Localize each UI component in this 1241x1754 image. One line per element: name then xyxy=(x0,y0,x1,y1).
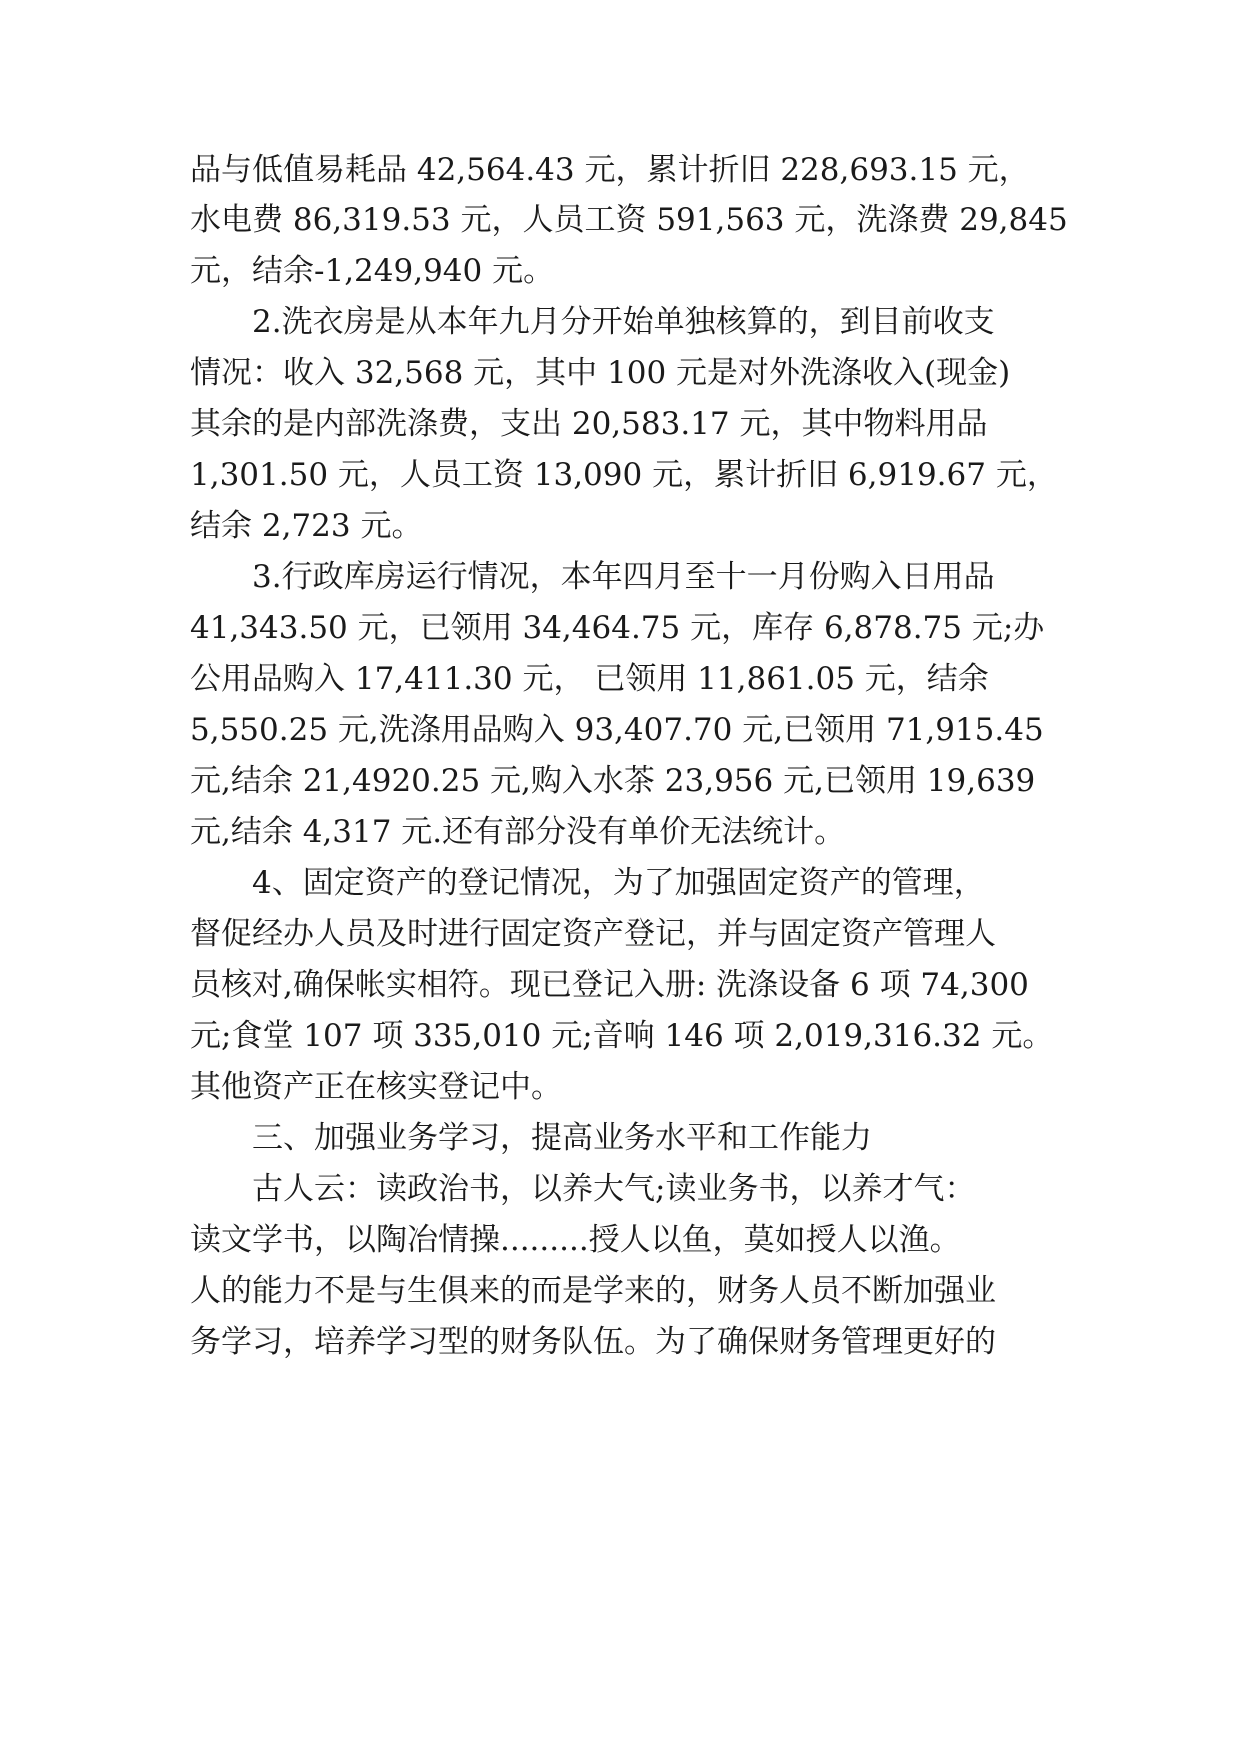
text-line: 元,结余 4,317 元.还有部分没有单价无法统计。 xyxy=(190,814,846,850)
text-line: 结余 2,723 元。 xyxy=(190,508,423,544)
text-line: 品与低值易耗品 42,564.43 元，累计折旧 228,693.15 元， xyxy=(190,152,1030,188)
text-line: 读文学书，以陶冶情操.........授人以鱼，莫如授人以渔。 xyxy=(190,1222,961,1258)
paragraph-start-line: 3.行政库房运行情况，本年四月至十一月份购入日用品 xyxy=(252,559,995,595)
paragraph-start-line: 4、固定资产的登记情况，为了加强固定资产的管理， xyxy=(252,865,985,901)
text-line: 5,550.25 元,洗涤用品购入 93,407.70 元,已领用 71,915.45 xyxy=(190,712,1044,748)
text-line: 元;食堂 107 项 335,010 元;音响 146 项 2,019,316.32 元。 xyxy=(190,1018,1054,1054)
text-line: 1,301.50 元，人员工资 13,090 元，累计折旧 6,919.67 元， xyxy=(190,457,1058,493)
paragraph-start-line: 2.洗衣房是从本年九月分开始单独核算的，到目前收支 xyxy=(252,304,995,340)
text-line: 41,343.50 元，已领用 34,464.75 元，库存 6,878.75 元;办 xyxy=(190,610,1045,646)
text-line: 人的能力不是与生俱来的而是学来的，财务人员不断加强业 xyxy=(190,1273,996,1309)
text-line: 其余的是内部洗涤费，支出 20,583.17 元，其中物料用品 xyxy=(190,406,988,442)
section-heading: 三、加强业务学习，提高业务水平和工作能力 xyxy=(252,1120,872,1156)
text-line: 督促经办人员及时进行固定资产登记，并与固定资产管理人 xyxy=(190,916,996,952)
text-line: 务学习，培养学习型的财务队伍。为了确保财务管理更好的 xyxy=(190,1324,996,1360)
text-line: 元，结余-1,249,940 元。 xyxy=(190,253,555,289)
text-line: 情况：收入 32,568 元，其中 100 元是对外洗涤收入(现金) xyxy=(190,355,1011,391)
text-line: 公用品购入 17,411.30 元， 已领用 11,861.05 元，结余 xyxy=(190,661,989,697)
text-line: 水电费 86,319.53 元，人员工资 591,563 元，洗涤费 29,845 xyxy=(190,202,1068,238)
text-line: 元,结余 21,4920.25 元,购入水茶 23,956 元,已领用 19,639 xyxy=(190,763,1036,799)
text-line: 员核对,确保帐实相符。现已登记入册: 洗涤设备 6 项 74,300 xyxy=(190,967,1029,1003)
paragraph-start-line: 古人云：读政治书，以养大气;读业务书，以养才气： xyxy=(252,1171,976,1207)
text-line: 其他资产正在核实登记中。 xyxy=(190,1069,562,1105)
